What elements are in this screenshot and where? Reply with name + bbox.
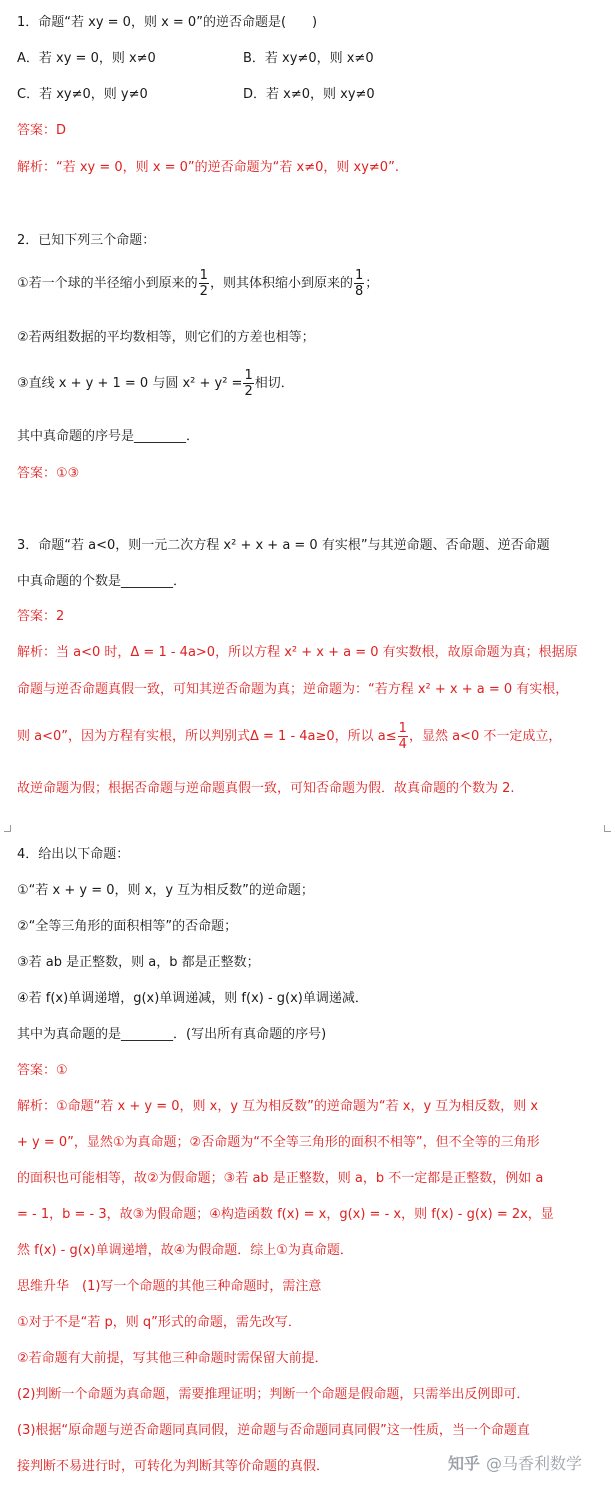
q4-item-2: ②“全等三角形的面积相等”的否命题； [17,919,238,934]
q4-analysis-line-2: + y = 0”，显然①为真命题；②否命题为“不全等三角形的面积不相等”，但不全等的三角形 [17,1135,540,1150]
q4-item-4: ④若 f(x)单调递增，g(x)单调递减，则 f(x) - g(x)单调递减． [17,991,368,1006]
zhihu-watermark [448,1451,582,1474]
q3-analysis-line3-text-b: ，显然 a<0 不一定成立， [408,729,562,744]
q4-question: 其中为真命题的是________．(写出所有真命题的序号) [17,1027,327,1042]
q1-option-b: B．若 xy≠0，则 x≠0 [243,51,374,66]
q4-analysis-line-4: = - 1，b = - 3，故③为假命题；④构造函数 f(x) = x，g(x) = - x，则 f(x) - g(x) = 2x，显 [17,1207,554,1222]
q2-item1-fraction-1: $\frac{1}{2}$ [199,268,208,299]
q2-item-1 [17,268,378,299]
q2-question: 其中真命题的序号是________． [17,429,200,444]
q2-item-3 [17,368,294,399]
q2-item1-text-a: ①若一个球的半径缩小到原来的 [17,276,198,291]
q2-item-2: ②若两组数据的平均数相等，则它们的方差也相等； [17,330,315,345]
q3-analysis-line-1: 解析：当 a<0 时，Δ = 1 - 4a>0，所以方程 x² + x + a = 0 有实数根，故原命题为真；根据原 [17,645,578,660]
q4-tip-line-4: (2)判断一个命题为真命题，需要推理证明；判断一个命题是假命题，只需举出反例即可． [17,1387,530,1402]
q4-stem: 4．给出以下命题： [17,847,130,862]
q4-analysis-line-3: 的面积也可能相等，故②为假命题；③若 ab 是正整数，则 a，b 不一定都是正整数，例如 a [17,1171,544,1186]
q2-answer: 答案：①③ [17,466,80,481]
q2-item1-text-c: ； [365,276,379,291]
q4-tip-line-3: ②若命题有大前提，写其他三种命题时需保留大前提． [17,1351,328,1366]
q2-item3-text-a: ③直线 x + y + 1 = 0 与圆 x² + y² = [17,376,243,391]
page-break-mark-left [4,825,11,832]
q1-option-d: D．若 x≠0，则 xy≠0 [243,87,375,102]
q3-answer: 答案：2 [17,609,65,624]
q4-tip-line-2: ①对于不是“若 p，则 q”形式的命题，需先改写． [17,1315,301,1330]
q4-item-1: ①“若 x + y = 0，则 x，y 互为相反数”的逆命题； [17,883,314,898]
watermark-author: @马香利数学 [486,1454,583,1473]
q3-analysis-line-3 [17,721,561,752]
q4-analysis-line-5: 然 f(x) - g(x)单调递增，故④为假命题．综上①为真命题． [17,1243,353,1258]
q3-analysis-fraction: $\frac{1}{4}$ [398,721,407,752]
q2-stem: 2．已知下列三个命题： [17,233,156,248]
q2-item3-text-b: 相切． [254,376,294,391]
q1-option-c: C．若 xy≠0，则 y≠0 [17,87,148,102]
q2-item3-fraction: $\frac{1}{2}$ [244,368,253,399]
q2-item1-text-b: ，则其体积缩小到原来的 [209,276,353,291]
q2-item1-fraction-2: $\frac{1}{8}$ [354,268,364,299]
q3-analysis-line-2: 命题与逆否命题真假一致，可知其逆否命题为真；逆命题为：“若方程 x² + x + a = 0 有实根， [17,682,569,697]
q1-option-a: A．若 xy = 0，则 x≠0 [17,51,156,66]
q1-answer: 答案：D [17,123,67,138]
q3-stem-line-2: 中真命题的个数是________． [17,574,187,589]
q4-item-3: ③若 ab 是正整数，则 a，b 都是正整数； [17,955,260,970]
q4-tip-line-5: (3)根据“原命题与逆否命题同真同假，逆命题与否命题同真同假”这一性质，当一个命题直 [17,1423,530,1438]
q3-analysis-line3-text-a: 则 a<0”，因为方程有实根，所以判别式Δ = 1 - 4a≥0，所以 a≤ [17,729,397,744]
q3-analysis-line-4: 故逆命题为假；根据否命题与逆命题真假一致，可知否命题为假．故真命题的个数为 2. [17,781,515,796]
q4-answer: 答案：① [17,1063,68,1078]
zhihu-logo-text: 知乎 [448,1454,481,1473]
page-break-mark-right [604,825,611,832]
q3-stem-line-1: 3．命题“若 a<0，则一元二次方程 x² + x + a = 0 有实根”与其逆命题、否命题、逆否命题 [17,538,550,553]
q4-analysis-line-1: 解析：①命题“若 x + y = 0，则 x，y 互为相反数”的逆命题为“若 x，y 互为相反数，则 x [17,1099,539,1114]
q1-analysis: 解析：“若 xy = 0，则 x = 0”的逆否命题为“若 x≠0，则 xy≠0”. [17,160,399,175]
q4-tip-line-1: 思维升华 (1)写一个命题的其他三种命题时，需注意 [17,1279,322,1294]
q1-stem: 1．命题“若 xy = 0，则 x = 0”的逆否命题是( ) [17,15,318,30]
q4-tip-line-6: 接判断不易进行时，可转化为判断其等价命题的真假． [17,1459,330,1474]
